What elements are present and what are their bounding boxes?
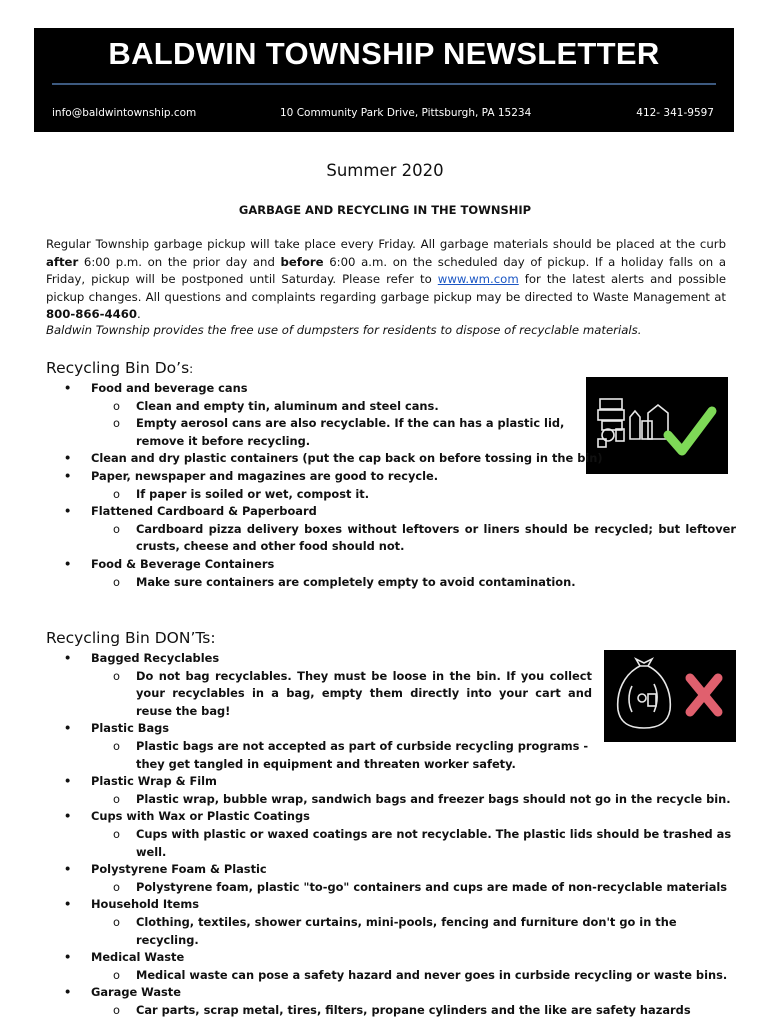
donts-item [46,949,736,967]
donts-subitem-text: Clothing, textiles, shower curtains, mini-pools, fencing and furniture don't go in the recycling. [136,914,677,947]
bullet-icon: • [64,862,72,877]
dos-item [46,450,736,468]
circle-bullet-icon: o [113,521,120,536]
dos-subitem [46,521,736,556]
donts-subitem [46,738,592,773]
dos-subitem-text: Empty aerosol cans are also recyclable. If the can has a plastic lid, remove it before recycling. [136,416,565,448]
intro-text-3: 6:00 a.m. on the scheduled day of pickup. If a holiday falls on a Friday, pickup will be postponed until Saturday. Please refer to [46,254,726,287]
dos-item-label: Paper, newspaper and magazines are good to recycle. [91,468,439,483]
dos-item-label: Flattened Cardboard & Paperboard [91,504,317,519]
donts-item [46,720,736,738]
donts-subitem-text: Do not bag recyclables. They must be loose in the bin. If you collect your recyclables in a bag, empty them directly into your cart and reuse the bag! [136,668,592,718]
bullet-icon: • [64,721,72,736]
dos-subitem-text: Make sure containers are completely empty to avoid contamination. [136,574,576,589]
donts-subitem [46,668,592,721]
donts-subitem [46,879,736,897]
intro-bold-before: before [280,254,324,269]
wm-link[interactable]: www.wm.com [437,272,519,287]
dos-subitem [46,486,736,504]
donts-subitem [46,914,736,949]
intro-text-1: Regular Township garbage pickup will take place every Friday. All garbage materials should be placed at the curb [46,237,726,251]
donts-item [46,984,736,1002]
dos-item-label: Food & Beverage Containers [91,556,275,571]
bullet-icon: • [64,651,72,665]
circle-bullet-icon: o [113,914,120,929]
circle-bullet-icon: o [113,967,120,982]
donts-subitem-text: Plastic bags are not accepted as part of curbside recycling programs - they get tangled in equipment and threaten worker safety. [136,738,589,771]
circle-bullet-icon: o [113,1002,120,1017]
wm-phone: 800-866-4460 [46,307,138,322]
bullet-icon: • [64,774,72,789]
section-heading: GARBAGE AND RECYCLING IN THE TOWNSHIP [238,203,532,217]
donts-item-label: Plastic Wrap & Film [91,774,217,789]
bullet-icon: • [64,504,72,519]
donts-item [46,861,736,879]
dos-title-colon: : [189,362,194,376]
dos-subitem [46,415,576,450]
bullet-icon: • [64,950,72,965]
circle-bullet-icon: o [113,879,120,894]
donts-item-label: Medical Waste [91,950,185,965]
newsletter-title: BALDWIN TOWNSHIP NEWSLETTER [108,36,660,71]
dos-item [46,468,736,486]
circle-bullet-icon: o [113,826,120,841]
donts-item-label: Garage Waste [91,985,181,1000]
newsletter-banner [34,28,734,132]
donts-subitem-text: Car parts, scrap metal, tires, filters, propane cylinders and the like are safety hazards [136,1002,691,1017]
bullet-icon: • [64,556,72,571]
bullet-icon: • [64,451,72,466]
dos-subitem [46,574,736,592]
donts-title: Recycling Bin DON’Ts: [46,629,216,647]
dos-item [46,556,736,574]
circle-bullet-icon: o [113,416,120,431]
bullet-icon: • [64,985,72,1000]
donts-item [46,650,736,668]
dos-item-label: Food and beverage cans [91,381,248,395]
donts-item [46,896,736,914]
donts-item-label: Polystyrene Foam & Plastic [91,862,267,877]
intro-text-5: . [137,307,141,322]
dos-subitem [46,398,736,416]
intro-paragraph [46,236,726,324]
dos-title-text: Recycling Bin Do’s [46,359,190,377]
donts-item-label: Cups with Wax or Plastic Coatings [91,809,310,824]
bullet-icon: • [64,468,72,483]
donts-item [46,808,736,826]
contact-email[interactable]: info@baldwintownship.com [52,107,197,119]
dos-item [46,380,736,398]
contact-phone: 412- 341-9597 [636,107,714,119]
donts-list [46,650,736,1019]
dumpster-note: Baldwin Township provides the free use of dumpsters for residents to dispose of recyclable materials. [46,323,642,337]
dos-item [46,503,736,521]
donts-item-label: Plastic Bags [91,721,170,736]
dos-list [46,380,736,591]
donts-subitem [46,826,736,861]
dos-subitem-text: Clean and empty tin, aluminum and steel cans. [136,398,439,413]
dos-subitem-text: Cardboard pizza delivery boxes without leftovers or liners should be recycled; but leftover crusts, cheese and other food should not. [136,521,736,554]
intro-bold-after: after [46,254,79,269]
intro-text-4: for the latest alerts and possible pickup changes. All questions and complaints regarding garbage pickup may be directed to Waste Management at [46,272,727,304]
bullet-icon: • [64,809,72,824]
circle-bullet-icon: o [113,738,120,753]
circle-bullet-icon: o [113,398,120,413]
donts-subitem-text: Medical waste can pose a safety hazard and never goes in curbside recycling or waste bins. [136,967,728,982]
bullet-icon: • [64,897,72,912]
intro-text-2: 6:00 p.m. on the prior day and [78,254,281,269]
circle-bullet-icon: o [113,791,120,806]
circle-bullet-icon: o [113,574,120,589]
donts-subitem [46,791,736,809]
donts-subitem-text: Plastic wrap, bubble wrap, sandwich bags and freezer bags should not go in the recycle bin. [136,791,731,806]
bullet-icon: • [64,381,72,395]
dos-subitem-text: If paper is soiled or wet, compost it. [136,486,370,501]
circle-bullet-icon: o [113,668,120,683]
donts-item-label: Bagged Recyclables [91,651,220,665]
banner-divider [52,83,716,85]
contact-address: 10 Community Park Drive, Pittsburgh, PA 15234 [280,107,532,119]
dos-title [46,359,193,377]
donts-subitem-text: Polystyrene foam, plastic "to-go" containers and cups are made of non-recyclable materials [136,879,728,894]
donts-item [46,773,736,791]
donts-subitem [46,1002,736,1020]
circle-bullet-icon: o [113,486,120,501]
issue-season: Summer 2020 [326,161,444,180]
donts-subitem [46,967,736,985]
dos-item-label: Clean and dry plastic containers (put the cap back on before tossing in the bin) [91,451,603,466]
donts-item-label: Household Items [91,897,199,912]
donts-subitem-text: Cups with plastic or waxed coatings are not recyclable. The plastic lids should be trashed as well. [136,826,732,859]
